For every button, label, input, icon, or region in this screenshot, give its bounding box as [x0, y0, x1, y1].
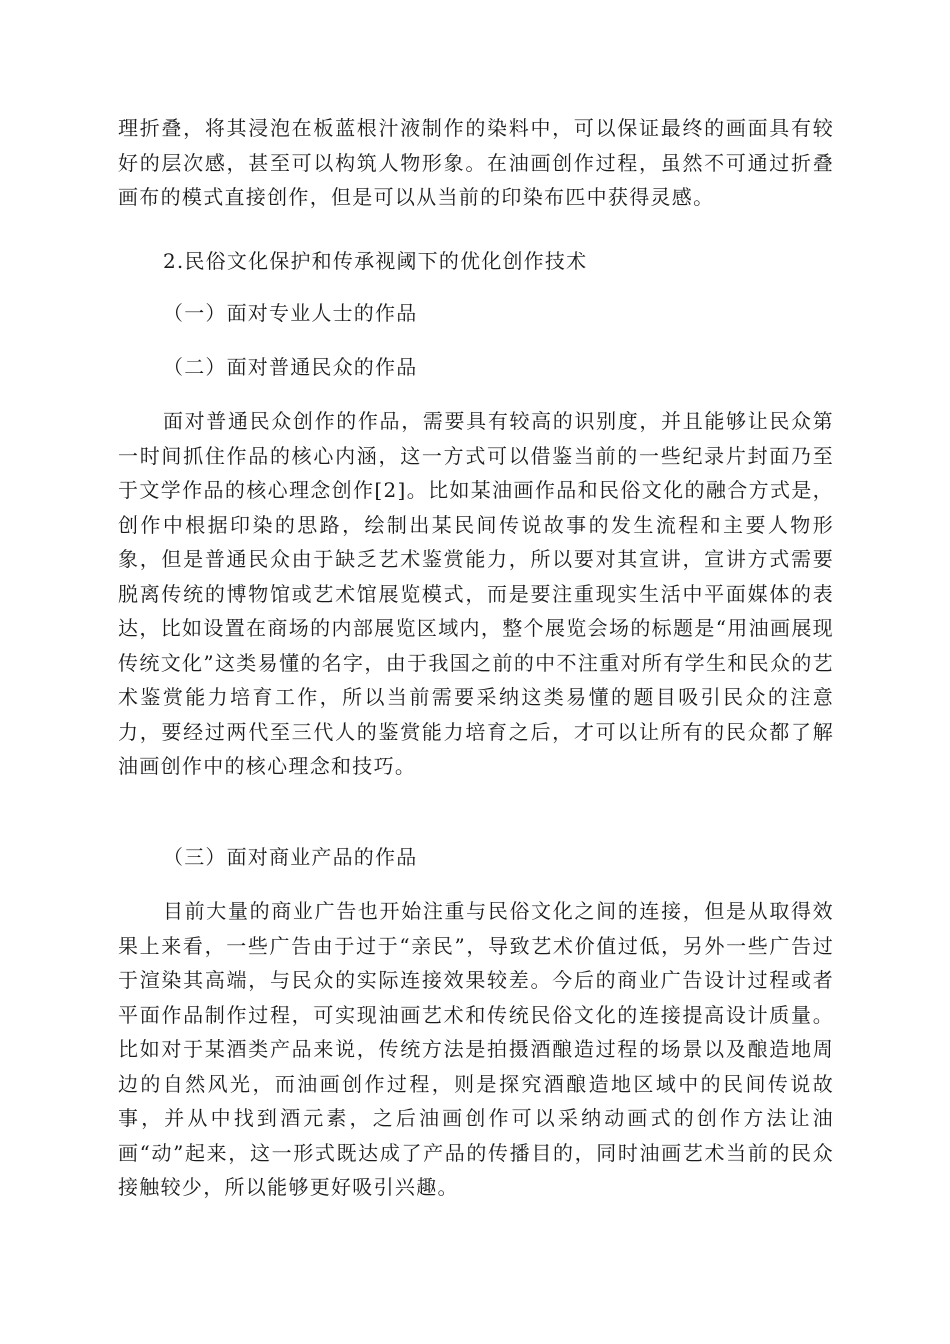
- subsection-heading-professional: （一）面对专业人士的作品: [163, 301, 418, 325]
- paragraph-continuation: 理折叠，将其浸泡在板蓝根汁液制作的染料中，可以保证最终的画面具有较好的层次感，甚至可以构筑人物形象。在油画创作过程，虽然不可通过折叠画布的模式直接创作，但是可以从当前的印染布匹中获得灵感。: [118, 116, 834, 209]
- paragraph-public-works: 面对普通民众创作的作品，需要具有较高的识别度，并且能够让民众第一时间抓住作品的核心内涵，这一方式可以借鉴当前的一些纪录片封面乃至于文学作品的核心理念创作[2]。比如某油画作品和民俗文化的融合方式是，创作中根据印染的思路，绘制出某民间传说故事的发生流程和主要人物形象，但是普通民众由于缺乏艺术鉴赏能力，所以要对其宣讲，宣讲方式需要脱离传统的博物馆或艺术馆展览模式，而是要注重现实生活中平面媒体的表达，比如设置在商场的内部展览区域内，整个展览会场的标题是“用油画展现传统文化”这类易懂的名字，由于我国之前的中不注重对所有学生和民众的艺术鉴赏能力培育工作，所以当前需要采纳这类易懂的题目吸引民众的注意力，要经过两代至三代人的鉴赏能力培育之后，才可以让所有的民众都了解油画创作中的核心理念和技巧。: [118, 409, 834, 778]
- paragraph-commercial-works: 目前大量的商业广告也开始注重与民俗文化之间的连接，但是从取得效果上来看，一些广告由于过于“亲民”，导致艺术价值过低，另外一些广告过于渲染其高端，与民众的实际连接效果较差。今后的商业广告设计过程或者平面作品制作过程，可实现油画艺术和传统民俗文化的连接提高设计质量。比如对于某酒类产品来说，传统方法是拍摄酒酿造过程的场景以及酿造地周边的自然风光，而油画创作过程，则是探究酒酿造地区域中的民间传说故事，并从中找到酒元素，之后油画创作可以采纳动画式的创作方法让油画“动”起来，这一形式既达成了产品的传播目的，同时油画艺术当前的民众接触较少，所以能够更好吸引兴趣。: [118, 899, 834, 1199]
- subsection-heading-public: （二）面对普通民众的作品: [163, 355, 418, 379]
- section-heading: 2.民俗文化保护和传承视阈下的优化创作技术: [163, 249, 588, 273]
- subsection-heading-commercial: （三）面对商业产品的作品: [163, 845, 418, 869]
